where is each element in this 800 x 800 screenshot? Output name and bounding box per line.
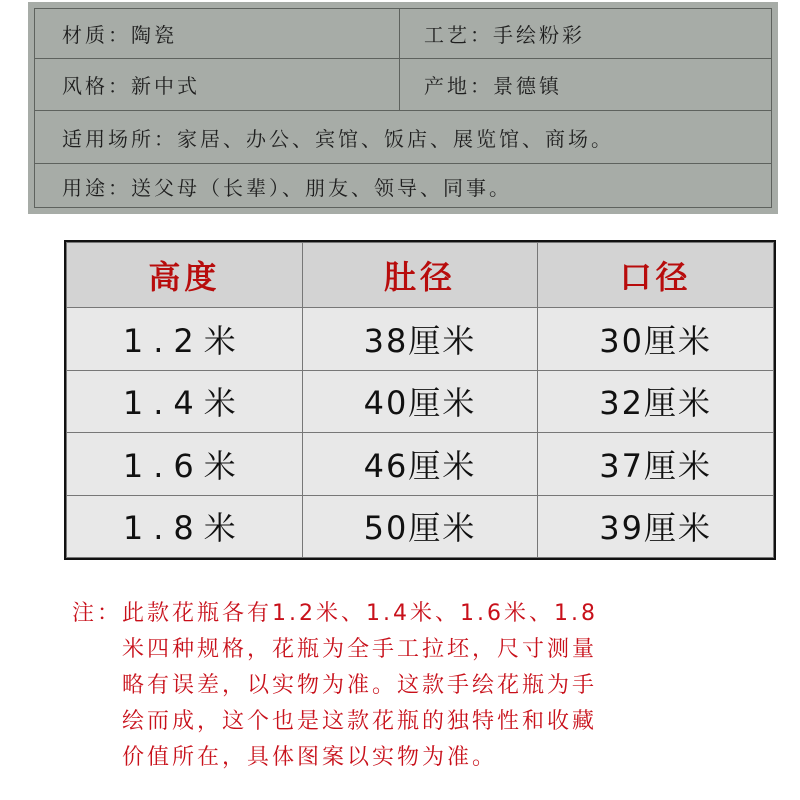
- spec-venues: 适用场所：家居、办公、宾馆、饭店、展览馆、商场。: [62, 126, 614, 151]
- note-line-3: 略有误差，以实物为准。这款手绘花瓶为手: [122, 673, 598, 698]
- cell-height: 1.8米: [67, 495, 303, 558]
- note-line-5: 价值所在，具体图案以实物为准。: [122, 745, 498, 770]
- cell-height: 1.6米: [67, 433, 303, 496]
- header-height: 高度: [67, 243, 303, 308]
- note-line-4: 绘而成，这个也是这款花瓶的独特性和收藏: [122, 709, 598, 734]
- cell-height: 1.2米: [67, 308, 303, 371]
- cell-belly: 46厘米: [302, 433, 538, 496]
- note-block: [72, 596, 712, 776]
- cell-mouth: 39厘米: [538, 495, 774, 558]
- cell-mouth: 30厘米: [538, 308, 774, 371]
- spec-style: 风格：新中式: [35, 59, 400, 110]
- cell-belly: 50厘米: [302, 495, 538, 558]
- dimensions-table: [64, 240, 776, 560]
- table-row: [67, 495, 774, 558]
- header-mouth-diameter: 口径: [538, 243, 774, 308]
- table-header-row: [67, 243, 774, 308]
- table-row: [67, 308, 774, 371]
- spec-grid: [34, 8, 772, 208]
- cell-height: 1.4米: [67, 370, 303, 433]
- cell-mouth: 32厘米: [538, 370, 774, 433]
- spec-craft: 工艺：手绘粉彩: [424, 23, 585, 47]
- spec-usage: 用途：送父母（长辈）、朋友、领导、同事。: [62, 175, 512, 200]
- spec-material: 材质：陶瓷: [35, 9, 400, 58]
- note-line-2: 米四种规格，花瓶为全手工拉坯，尺寸测量: [122, 637, 598, 662]
- cell-mouth: 37厘米: [538, 433, 774, 496]
- cell-belly: 40厘米: [302, 370, 538, 433]
- spec-row-4: [35, 164, 771, 208]
- header-belly-diameter: 肚径: [302, 243, 538, 308]
- spec-row-1: [35, 9, 771, 59]
- table-row: [67, 433, 774, 496]
- note-line-1: [72, 596, 712, 632]
- cell-belly: 38厘米: [302, 308, 538, 371]
- note-text-1: 此款花瓶各有1.2米、1.4米、1.6米、1.8: [122, 601, 598, 626]
- spec-origin: 产地：景德镇: [424, 74, 562, 98]
- table-row: [67, 370, 774, 433]
- note-label: 注：: [72, 601, 123, 626]
- spec-row-2: [35, 59, 771, 111]
- spec-box: [28, 2, 778, 214]
- spec-row-3: [35, 111, 771, 164]
